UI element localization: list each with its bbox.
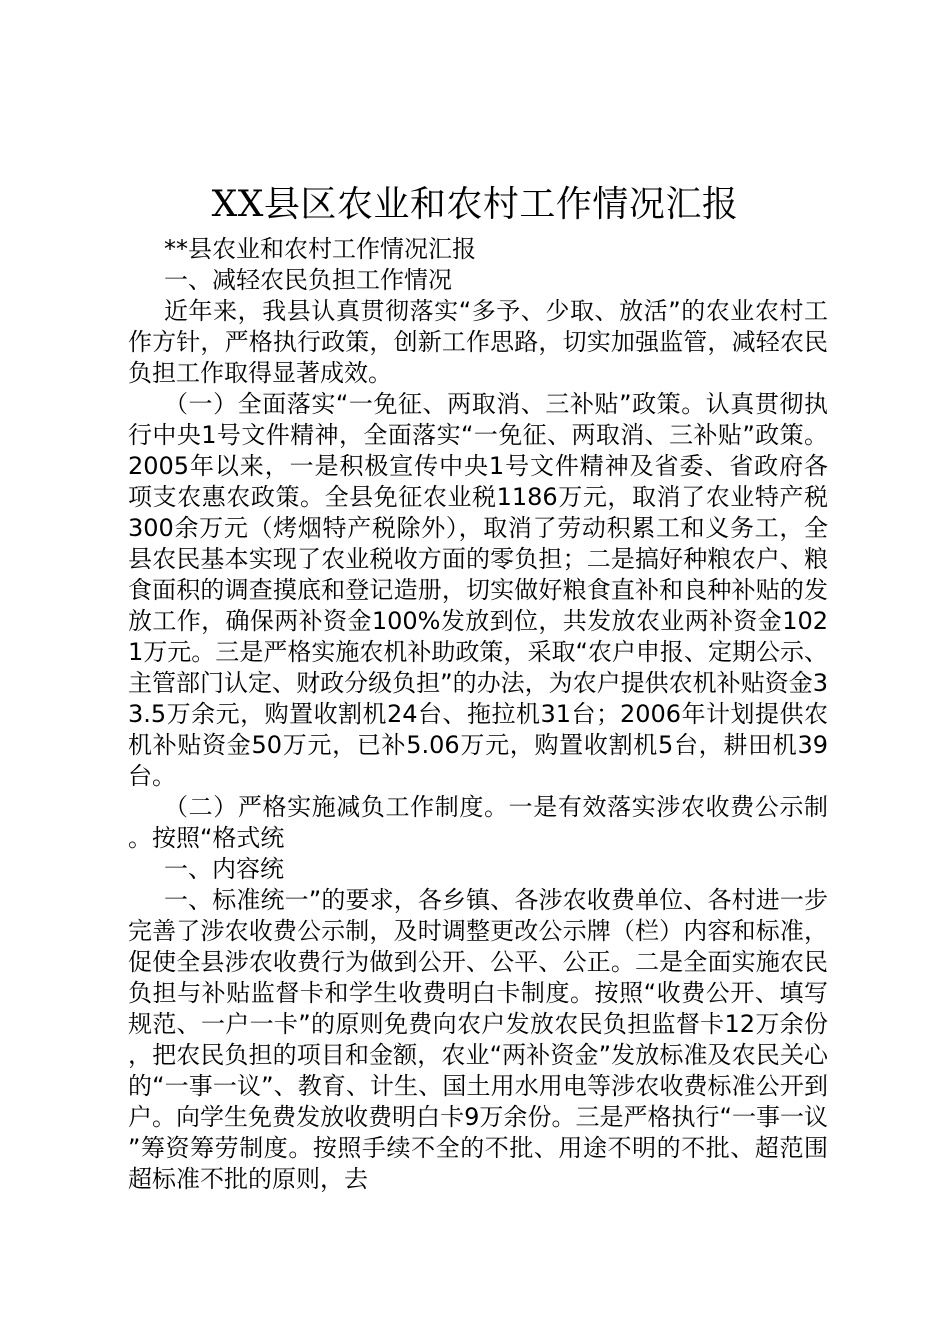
standard-paragraph: 一、标准统一”的要求，各乡镇、各涉农收费单位、各村进一步完善了涉农收费公示制，及时调整更改公示牌（栏）内容和标准，促使全县涉农收费行为做到公开、公平、公正。二是全面实施农民负担与补贴监督卡和学生收费明白卡制度。按照“收费公开、填写规范、一户一卡”的原则免费向农户发放农民负担监督卡12万余份，把农民负担的项目和金额，农业“两补资金”发放标准及农民关心的“一事一议”、教育、计生、国土用水用电等涉农收费标准公开到户。向学生免费发放收费明白卡9万余份。三是严格执行“一事一议”筹资筹劳制度。按照手续不全的不批、用途不明的不批、超范围超标准不批的原则，去 bbox=[128, 886, 828, 1193]
policy-paragraph: （一）全面落实“一免征、两取消、三补贴”政策。认真贯彻执行中央1号文件精神，全面落实“一免征、两取消、三补贴”政策。2005年以来，一是积极宣传中央1号文件精神及省委、省政府各项支农惠农政策。全县免征农业税1186万元，取消了农业特产税300余万元（烤烟特产税除外），取消了劳动积累工和义务工，全县农民基本实现了农业税收方面的零负担；二是搞好种粮农户、粮食面积的调查摸底和登记造册，切实做好粮食直补和良种补贴的发放工作，确保两补资金100%发放到位，共发放农业两补资金1021万元。三是严格实施农机补助政策，采取“农户申报、定期公示、主管部门认定、财政分级负担”的办法，为农户提供农机补贴资金33.5万余元，购置收割机24台、拖拉机31台；2006年计划提供农机补贴资金50万元，已补5.06万元，购置收割机5台，耕田机39台。 bbox=[128, 390, 828, 790]
system-paragraph: （二）严格实施减负工作制度。一是有效落实涉农收费公示制。按照“格式统 bbox=[128, 793, 828, 852]
document-body bbox=[128, 234, 828, 1195]
subtitle-paragraph: **县农业和农村工作情况汇报 bbox=[164, 235, 476, 263]
content-line-paragraph: 一、内容统 bbox=[164, 855, 284, 883]
document-title: XX县区农业和农村工作情况汇报 bbox=[211, 184, 739, 225]
intro-paragraph: 近年来，我县认真贯彻落实“多予、少取、放活”的农业农村工作方针，严格执行政策，创新工作思路，切实加强监管，减轻农民负担工作取得显著成效。 bbox=[128, 297, 828, 387]
section-heading-1: 一、减轻农民负担工作情况 bbox=[164, 266, 452, 294]
